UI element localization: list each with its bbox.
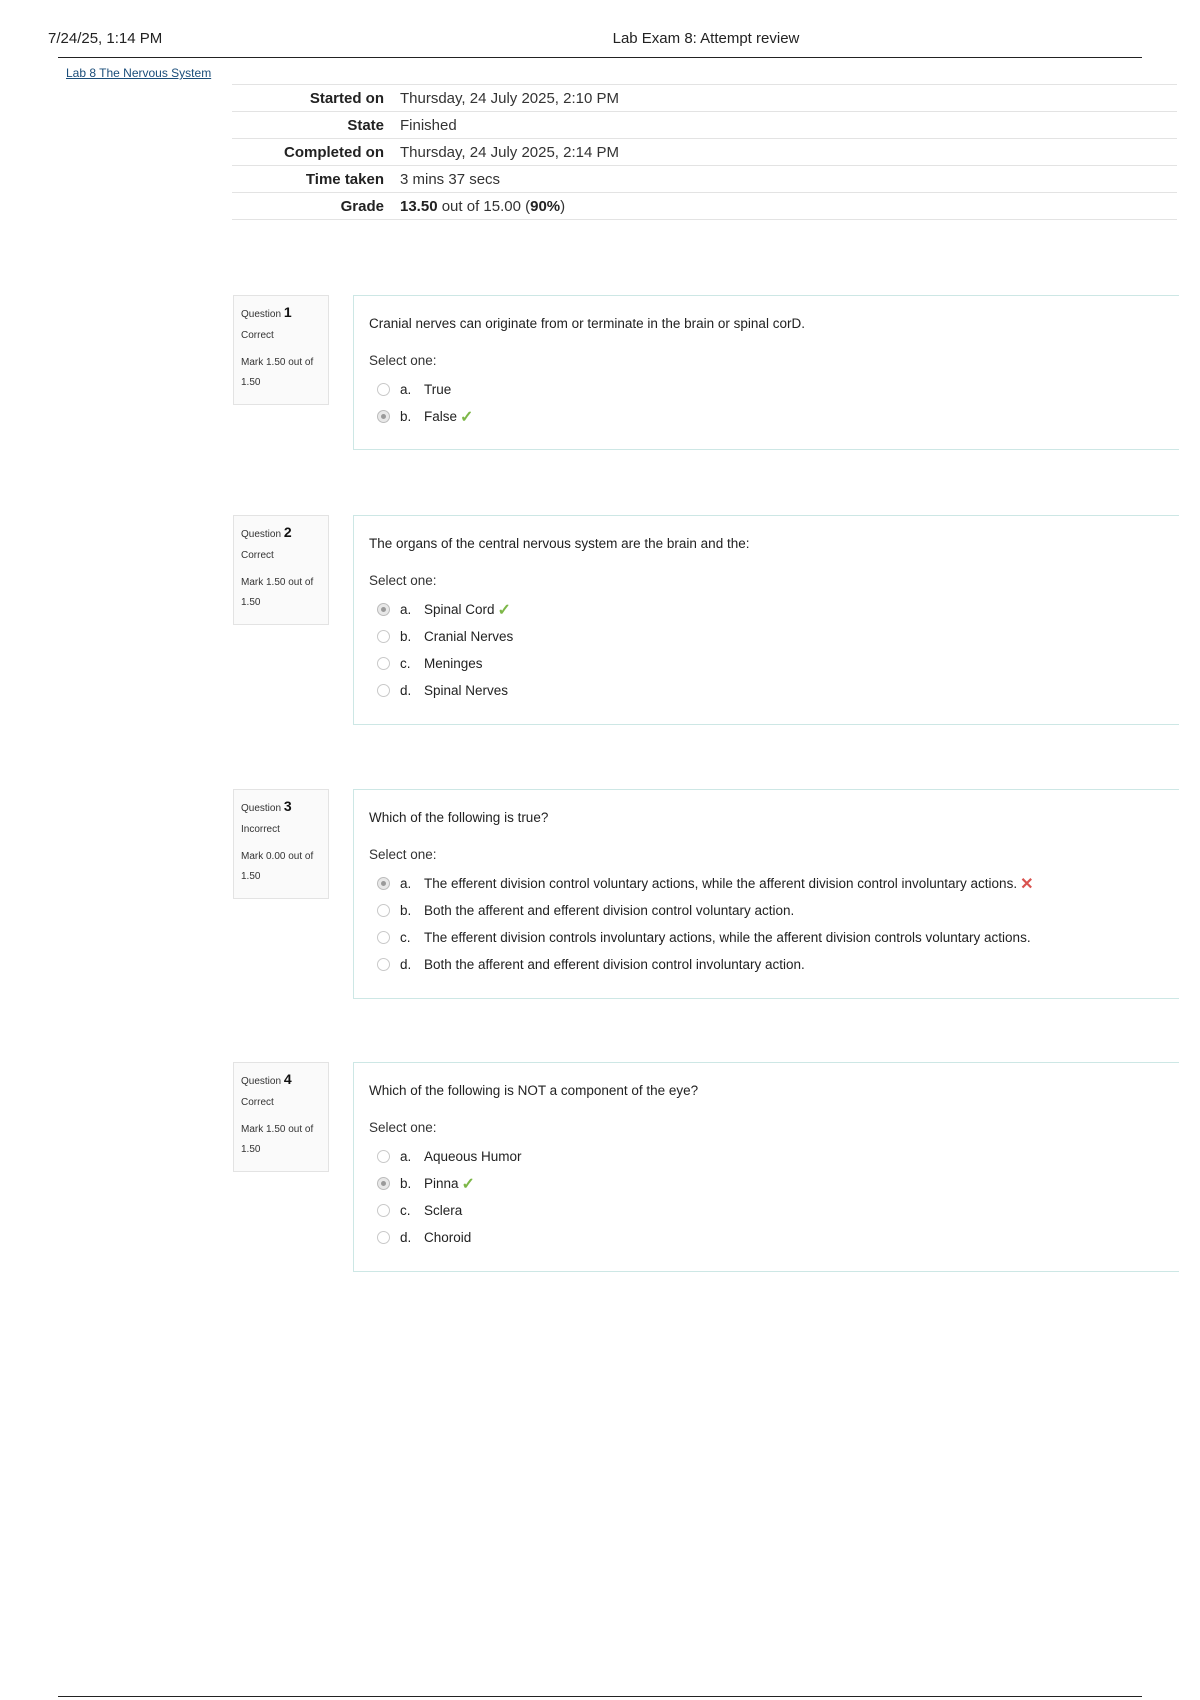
answer-letter: b. [400,409,412,424]
print-title-text: Lab Exam 8: Attempt review [612,30,800,47]
radio-button[interactable] [377,904,390,917]
answer-text: Both the afferent and efferent division control voluntary action. [424,903,795,918]
question-text: Which of the following is NOT a component of the eye? [369,1083,699,1098]
summary-label: State [347,116,384,134]
question-content [353,515,1179,725]
question-mark: Mark 1.50 out of 1.50 [241,577,314,608]
attempt-summary-table [232,84,1177,220]
print-date: 7/24/25, 1:14 PM [48,30,163,47]
radio-button[interactable] [377,1204,390,1217]
answer-text: Both the afferent and efferent division control involuntary action. [424,957,805,972]
radio-button-selected[interactable] [377,410,390,423]
answer-letter: d. [400,683,412,698]
radio-button-selected[interactable] [377,877,390,890]
summary-label: Started on [309,89,384,107]
answer-option[interactable] [369,951,1164,978]
radio-button-selected[interactable] [377,1177,390,1190]
question-mark: Mark 1.50 out of 1.50 [241,357,314,388]
summary-value: Thursday, 24 July 2025, 2:14 PM [400,143,620,161]
question-info [233,295,329,405]
radio-button[interactable] [377,684,390,697]
answer-option[interactable] [369,650,1164,677]
answer-option[interactable] [369,924,1164,951]
grade-percent: 90% [530,197,561,215]
question-text: Cranial nerves can originate from or terminate in the brain or spinal corD. [369,316,805,331]
question-state: Correct [241,1097,274,1108]
summary-label: Time taken [305,170,384,188]
summary-value: 3 mins 37 secs [400,170,501,188]
answer-option[interactable] [369,870,1164,897]
answer-option[interactable] [369,677,1164,704]
question-prefix: Question [241,803,282,814]
answer-text: Spinal Nerves [424,683,509,698]
radio-button[interactable] [377,383,390,396]
answer-text: True [424,382,452,397]
question-info [233,1062,329,1172]
answer-letter: c. [400,656,411,671]
answer-text: Meninges [424,656,483,671]
answer-text: The efferent division controls involuntary actions, while the afferent division controls voluntary actions. [424,930,1031,945]
question-content [353,789,1179,999]
grade-score: 13.50 [400,197,438,215]
answer-option[interactable] [369,403,1164,430]
answer-letter: d. [400,1230,412,1245]
question-number [241,1071,321,1087]
answer-text: Aqueous Humor [424,1149,522,1164]
answer-option[interactable] [369,1224,1164,1251]
answer-text: False [424,409,458,424]
correct-check-icon: ✓ [460,408,474,426]
grade-value [400,198,565,215]
question-number [241,524,321,540]
radio-button[interactable] [377,931,390,944]
question-number-value: 2 [283,524,292,540]
question-mark: Mark 0.00 out of 1.50 [241,851,314,882]
answer-letter: c. [400,1203,411,1218]
grade-close: ) [560,197,566,215]
select-one-prompt: Select one: [369,353,437,368]
question-state: Correct [241,330,274,341]
answer-option[interactable] [369,897,1164,924]
question-prefix: Question [241,1076,282,1087]
question-mark: Mark 1.50 out of 1.50 [241,1124,314,1155]
answer-text: Sclera [424,1203,463,1218]
print-header [0,0,1200,60]
answer-option[interactable] [369,623,1164,650]
summary-row-time-taken [232,165,1177,192]
breadcrumb-link[interactable]: Lab 8 The Nervous System [66,66,212,80]
summary-row-grade [232,192,1177,220]
radio-button-selected[interactable] [377,603,390,616]
answer-option[interactable] [369,376,1164,403]
answer-letter: b. [400,629,412,644]
answer-text: Pinna [424,1176,459,1191]
question-number-value: 1 [283,304,292,320]
question-number [241,304,321,320]
correct-check-icon: ✓ [461,1175,475,1193]
question-number [241,798,321,814]
select-one-prompt: Select one: [369,847,437,862]
print-title [0,30,1200,47]
answer-letter: c. [400,930,411,945]
answer-option[interactable] [369,1197,1164,1224]
summary-value: Thursday, 24 July 2025, 2:10 PM [400,89,620,107]
footer-rule [58,1696,1142,1697]
grade-out-of: out of 15.00 ( [437,197,531,215]
question-prefix: Question [241,309,282,320]
radio-button[interactable] [377,1150,390,1163]
select-one-prompt: Select one: [369,1120,437,1135]
answer-letter: b. [400,1176,412,1191]
answer-text: The efferent division control voluntary actions, while the afferent division control involuntary actions. [424,876,1018,891]
answer-text: Choroid [424,1230,472,1245]
radio-button[interactable] [377,630,390,643]
answer-letter: a. [400,1149,412,1164]
answer-option[interactable] [369,1143,1164,1170]
radio-button[interactable] [377,657,390,670]
answer-text: Cranial Nerves [424,629,514,644]
question-state: Correct [241,550,274,561]
summary-label: Completed on [284,143,384,161]
question-prefix: Question [241,529,282,540]
question-text: Which of the following is true? [369,810,549,825]
question-content [353,1062,1179,1272]
question-number-value: 3 [283,798,292,814]
select-one-prompt: Select one: [369,573,437,588]
question-info [233,789,329,899]
radio-button[interactable] [377,958,390,971]
summary-row-completed [232,138,1177,165]
question-text: The organs of the central nervous system are the brain and the: [369,536,750,551]
answer-letter: a. [400,602,412,617]
correct-check-icon: ✓ [497,601,511,619]
header-rule [58,57,1142,58]
summary-row-started [232,84,1177,111]
question-content [353,295,1179,450]
summary-value: Finished [400,116,457,134]
answer-letter: d. [400,957,412,972]
question-number-value: 4 [283,1071,292,1087]
question-info [233,515,329,625]
answer-letter: a. [400,382,412,397]
summary-label: Grade [340,197,384,215]
question-state: Incorrect [241,824,280,835]
answer-letter: b. [400,903,412,918]
answer-letter: a. [400,876,412,891]
answer-option[interactable] [369,1170,1164,1197]
summary-row-state [232,111,1177,138]
incorrect-cross-icon: ✕ [1020,875,1034,893]
radio-button[interactable] [377,1231,390,1244]
answer-text: Spinal Cord [424,602,495,617]
answer-option[interactable] [369,596,1164,623]
